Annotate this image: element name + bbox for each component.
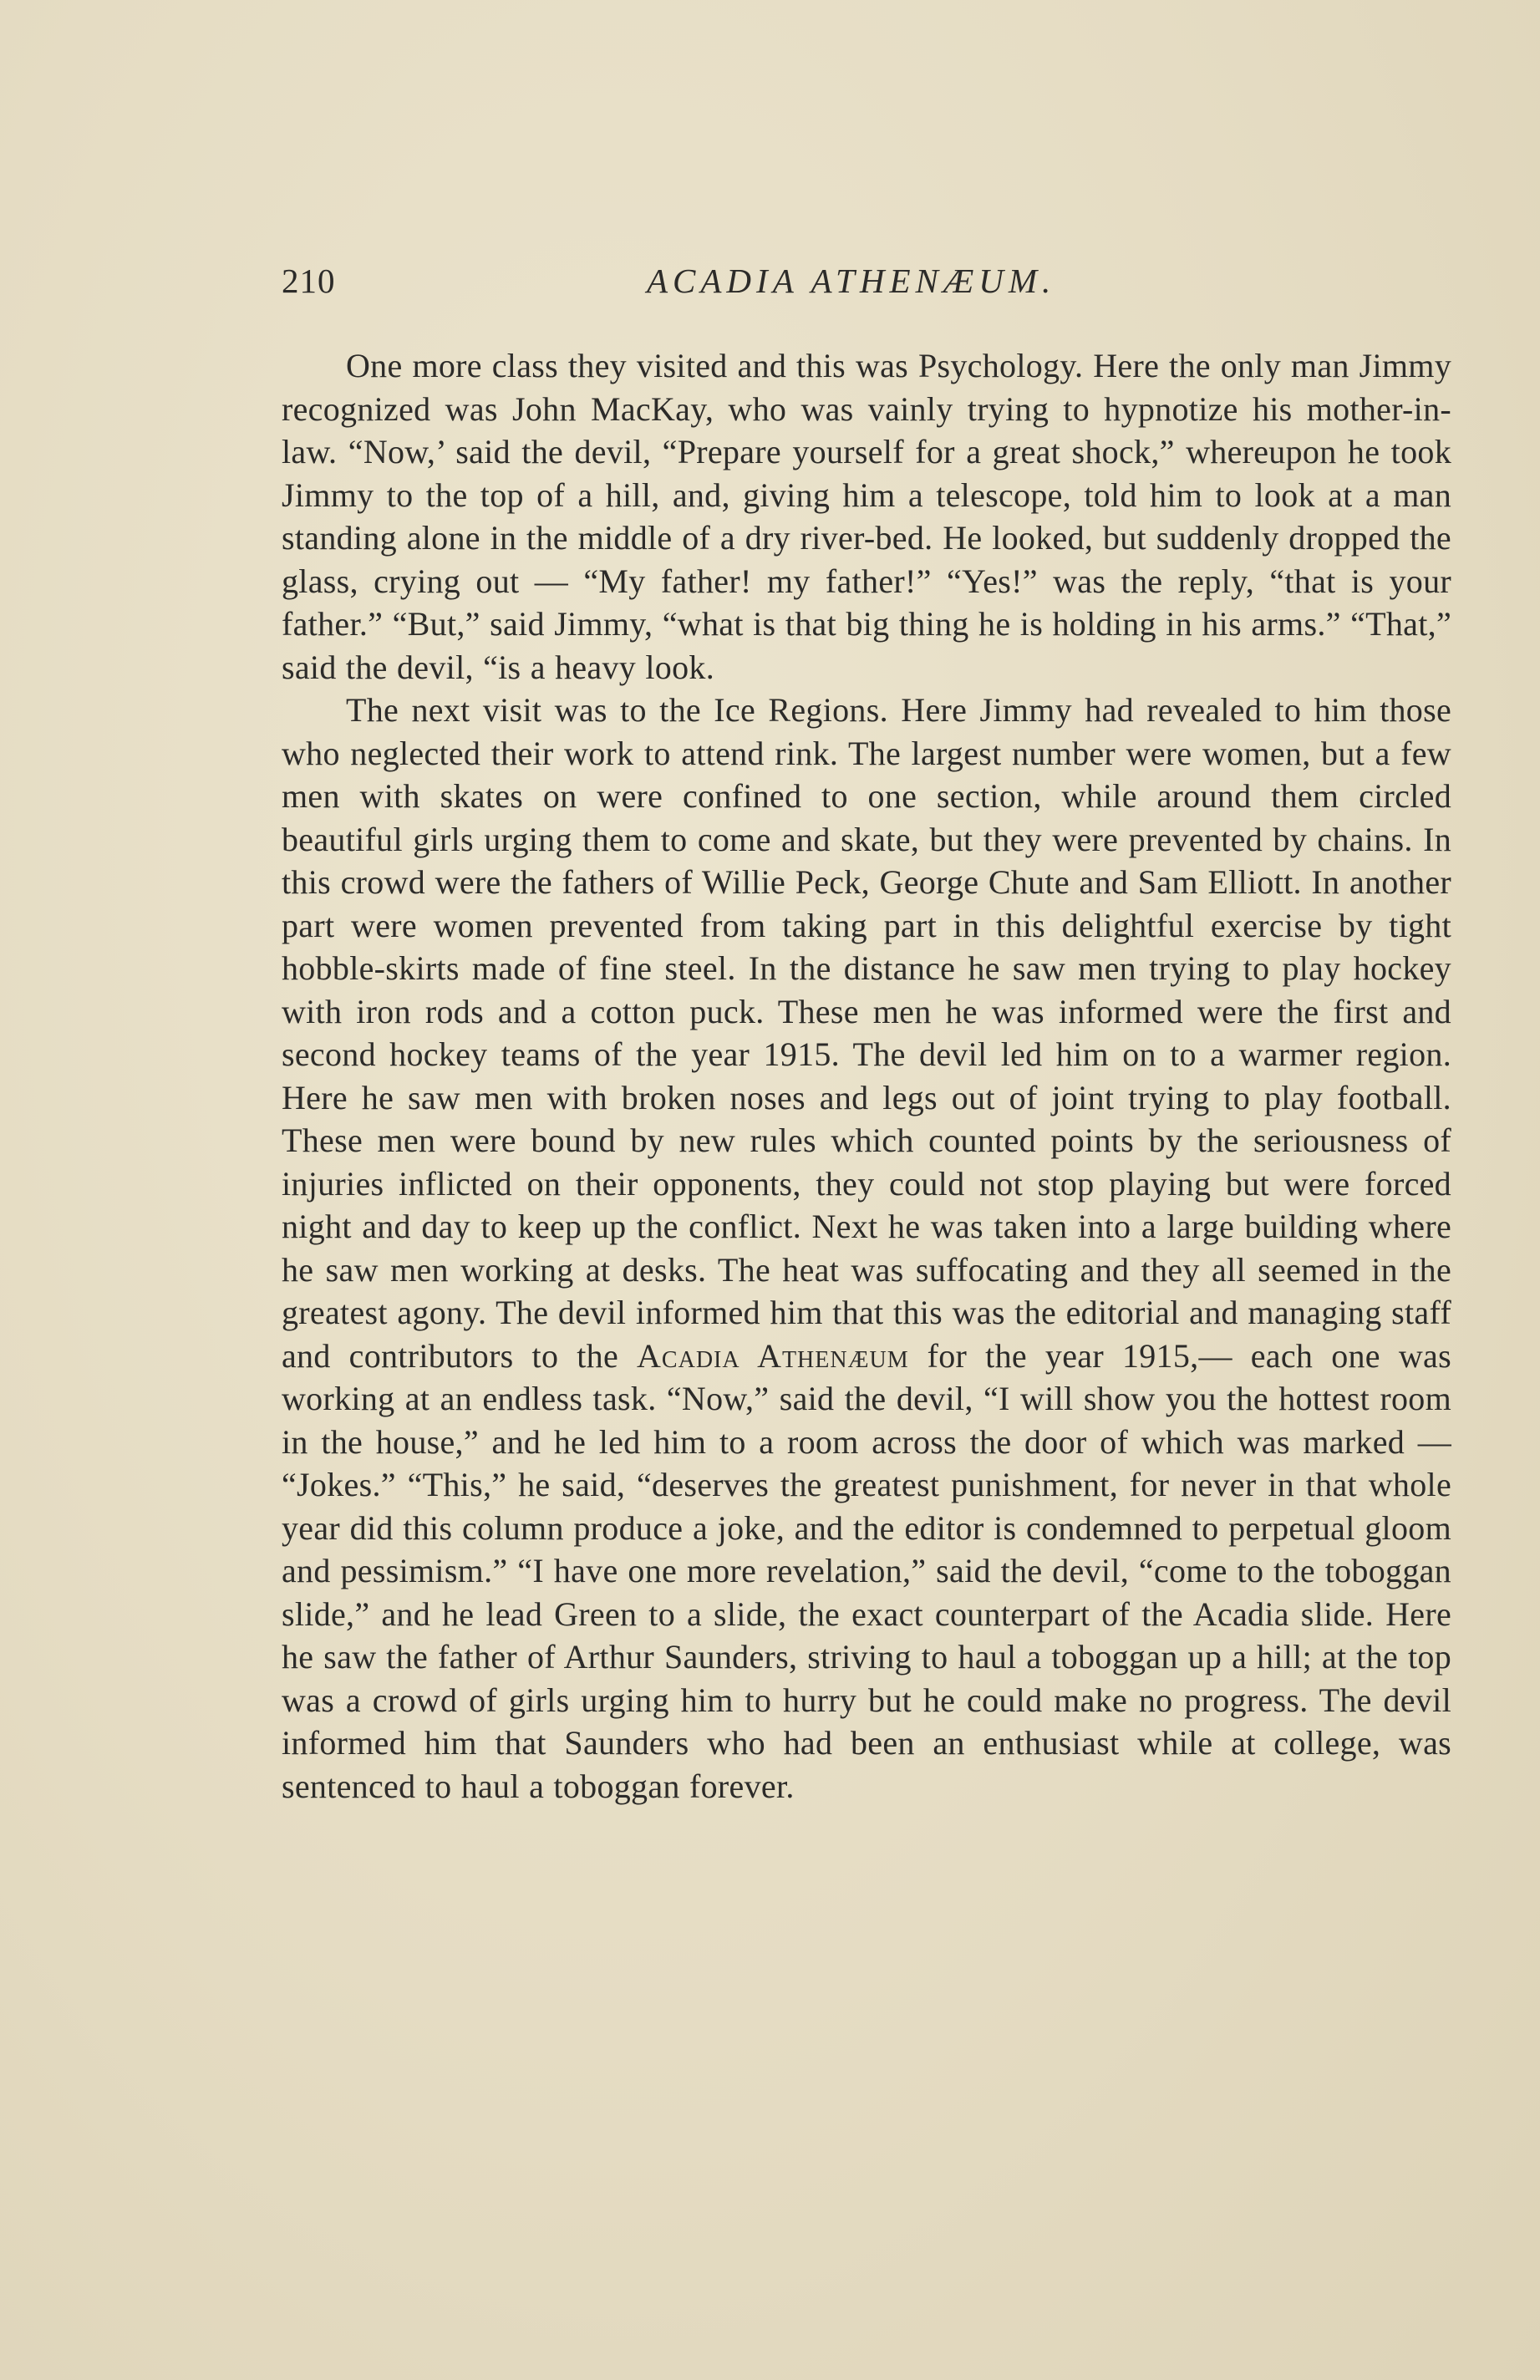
paragraph-2 [282, 689, 1451, 1808]
paragraph-2-part-1: The next visit was to the Ice Regions. Here Jimmy had revealed to him those who neglected their work to attend rink. The largest number were women, but a few men with skates on were confined to one section, while around them circled beautiful girls urging them to come and skate, but they were prevented by chains. In this crowd were the fathers of Willie Peck, George Chute and Sam Elliott. In another part were women prevented from taking part in this delightful exercise by tight hobble-skirts made of fine steel. In the distance he saw men trying to play hockey with iron rods and a cotton puck. These men he was informed were the first and second hockey teams of the year 1915. The devil led him on to a warmer region. Here he saw men with broken noses and legs out of joint trying to play football. These men were bound by new rules which counted points by the seriousness of injuries inflicted on their opponents, they could not stop playing but were forced night and day to keep up the conflict. Next he was taken into a large building where he saw men working at desks. The heat was suffocating and they all seemed in the greatest agony. The devil informed him that this was the editorial and managing staff and contributors to the [282, 691, 1451, 1375]
body-text [282, 344, 1451, 1808]
running-head [282, 256, 1451, 306]
paragraph-1: One more class they visited and this was Psychology. Here the only man Jimmy recognized was John MacKay, who was vainly trying to hypnotize his mother-in-law. “Now,’ said the devil, “Prepare yourself for a great shock,” whereupon he took Jimmy to the top of a hill, and, giving him a telescope, told him to look at a man standing alone in the middle of a dry river-bed. He looked, but suddenly dropped the glass, crying out — “My father! my father!” “Yes!” was the reply, “that is your father.” “But,” said Jimmy, “what is that big thing he is holding in his arms.” “That,” said the devil, “is a heavy look. [282, 347, 1451, 686]
page-number: 210 [282, 262, 336, 300]
paragraph-2-part-2: for the year 1915,— each one was working at an endless task. “Now,” said the devil, “I will show you the hottest room in the house,” and he led him to a room across the door of which was marked — “Jokes.” “This,” he said, “deserves the greatest punishment, for never in that whole year did this column produce a joke, and the editor is condemned to perpetual gloom and pessimism.” “I have one more revelation,” said the devil, “come to the toboggan slide,” and he lead Green to a slide, the exact counterpart of the Acadia slide. Here he saw the father of Arthur Saunders, striving to haul a toboggan up a hill; at the top was a crowd of girls urging him to hurry but he could make no progress. The devil informed him that Saunders who had been an enthusiast while at college, was sentenced to haul a toboggan forever. [282, 1336, 1451, 1805]
journal-title: ACADIA ATHENÆUM. [647, 262, 1056, 300]
journal-name-smallcaps: Acadia Athenæum [637, 1336, 909, 1375]
